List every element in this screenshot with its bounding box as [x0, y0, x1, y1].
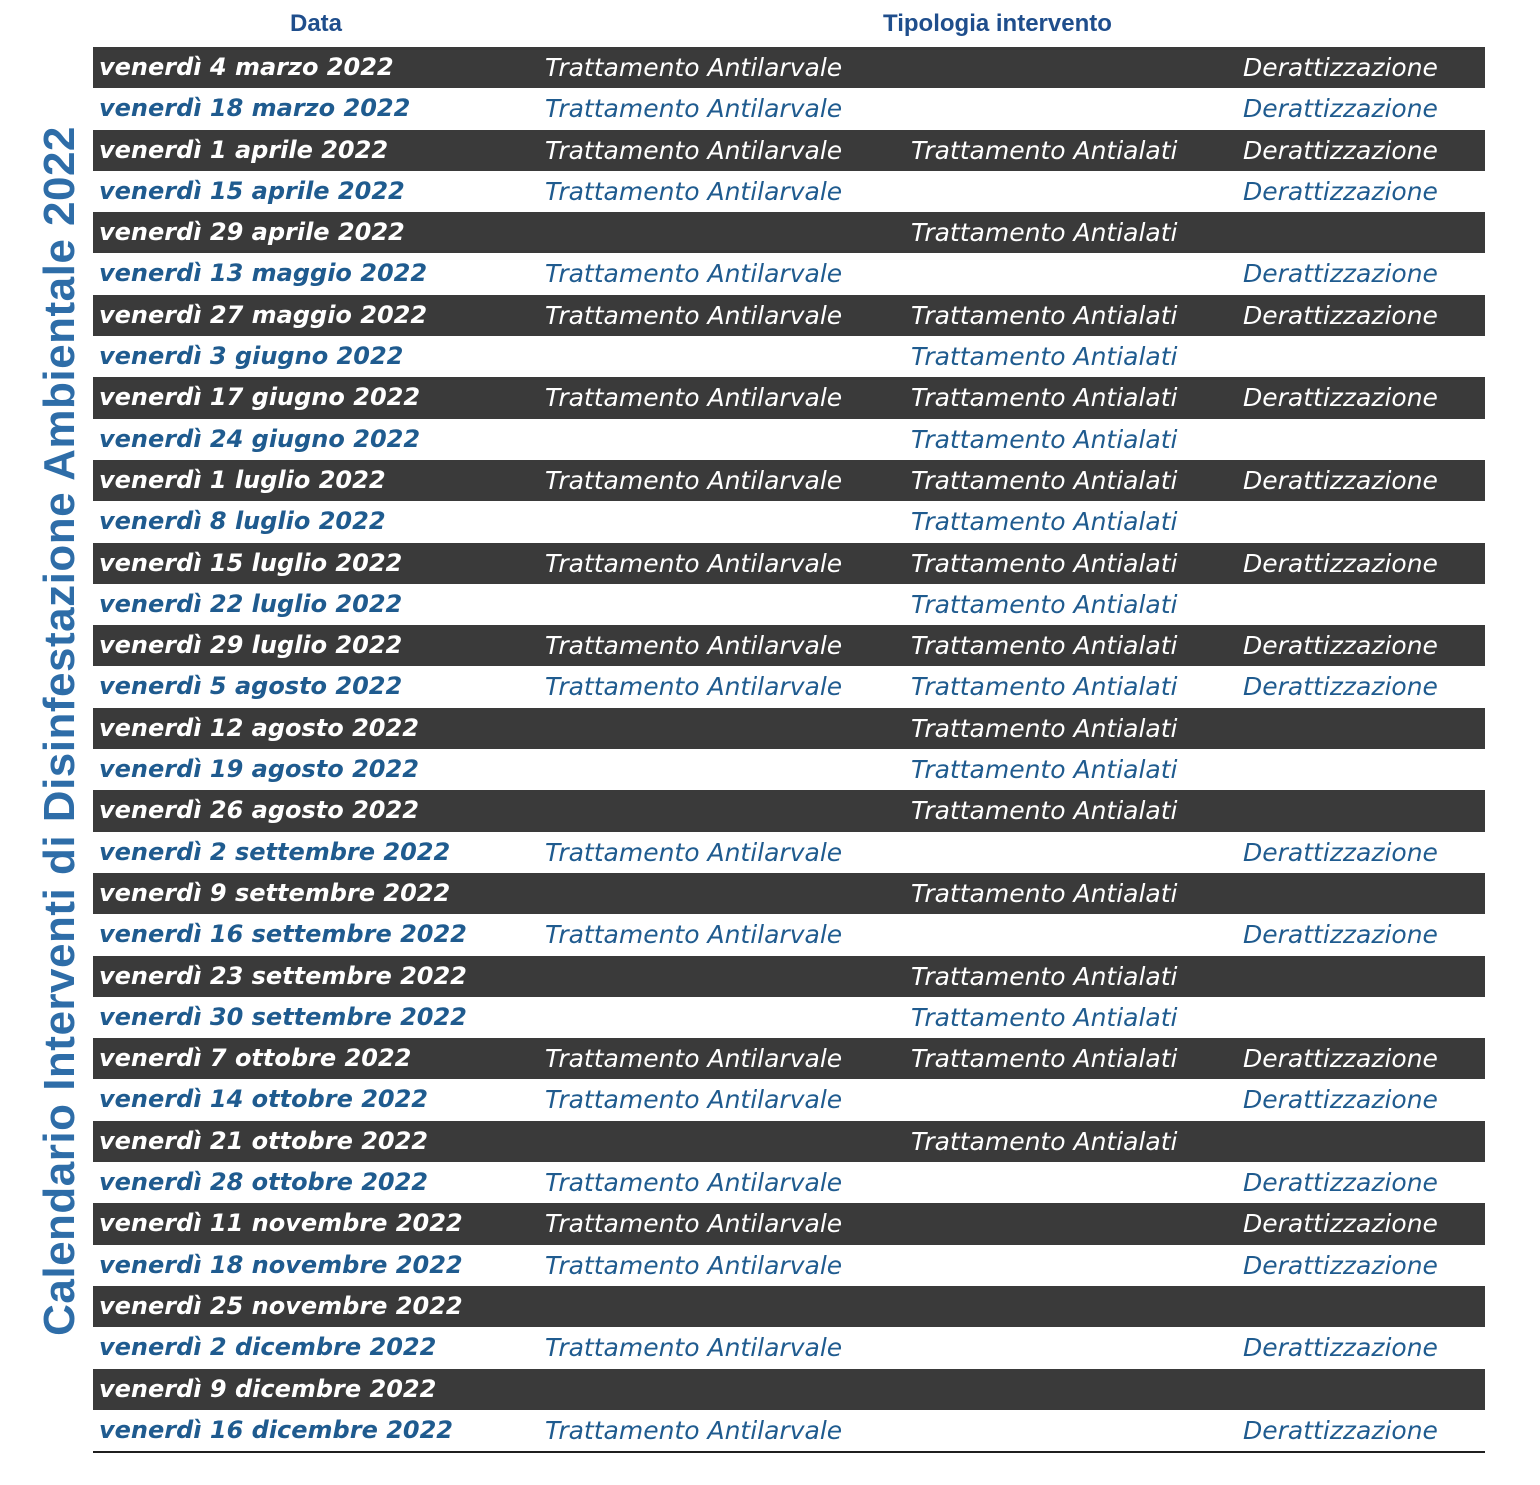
antialati-cell: Trattamento Antialati [911, 465, 1178, 495]
date-cell: venerdì 9 dicembre 2022 [99, 1374, 437, 1403]
table-row [93, 997, 1485, 1038]
antialati-cell: Trattamento Antialati [911, 878, 1178, 908]
table-row [93, 1245, 1485, 1286]
derattizzazione-cell: Derattizzazione [1243, 631, 1438, 661]
table-row [93, 584, 1485, 625]
date-cell: venerdì 16 dicembre 2022 [99, 1415, 453, 1444]
antilarvale-cell: Trattamento Antilarvale [545, 1415, 843, 1445]
table-row [93, 832, 1485, 873]
date-cell: venerdì 15 luglio 2022 [99, 548, 403, 577]
date-cell: venerdì 1 luglio 2022 [99, 465, 386, 494]
antilarvale-cell: Trattamento Antilarvale [545, 1250, 843, 1280]
date-cell: venerdì 2 settembre 2022 [99, 837, 451, 866]
date-cell: venerdì 21 ottobre 2022 [99, 1126, 429, 1155]
date-cell: venerdì 1 aprile 2022 [99, 135, 389, 164]
table-row [93, 1327, 1485, 1368]
date-cell: venerdì 5 agosto 2022 [99, 672, 403, 701]
antilarvale-cell: Trattamento Antilarvale [545, 837, 843, 867]
antialati-cell: Trattamento Antialati [911, 1044, 1178, 1074]
table-row [93, 543, 1485, 584]
table-row [93, 336, 1485, 377]
date-cell: venerdì 18 marzo 2022 [99, 94, 411, 123]
antilarvale-cell: Trattamento Antilarvale [545, 631, 843, 661]
date-cell: venerdì 16 settembre 2022 [99, 920, 467, 949]
date-cell: venerdì 2 dicembre 2022 [99, 1333, 437, 1362]
table-row [93, 212, 1485, 253]
antilarvale-cell: Trattamento Antilarvale [545, 259, 843, 289]
table-row [93, 419, 1485, 460]
table-row [93, 130, 1485, 171]
derattizzazione-cell: Derattizzazione [1243, 1415, 1438, 1445]
date-cell: venerdì 18 novembre 2022 [99, 1250, 463, 1279]
table-row [93, 1369, 1485, 1410]
table-bottom-rule [93, 1451, 1485, 1453]
antialati-cell: Trattamento Antialati [911, 342, 1178, 372]
antialati-cell: Trattamento Antialati [911, 383, 1178, 413]
derattizzazione-cell: Derattizzazione [1243, 383, 1438, 413]
date-cell: venerdì 26 agosto 2022 [99, 796, 419, 825]
table-row [93, 1038, 1485, 1079]
date-cell: venerdì 4 marzo 2022 [99, 53, 394, 81]
antialati-cell: Trattamento Antialati [911, 1126, 1178, 1156]
date-cell: venerdì 30 settembre 2022 [99, 1002, 467, 1031]
antilarvale-cell: Trattamento Antilarvale [545, 135, 843, 165]
date-cell: venerdì 3 giugno 2022 [99, 342, 404, 371]
table-row [93, 873, 1485, 914]
date-cell: venerdì 29 luglio 2022 [99, 631, 403, 660]
schedule-table [93, 47, 1485, 1453]
table-row [93, 377, 1485, 418]
date-cell: venerdì 17 giugno 2022 [99, 383, 421, 412]
derattizzazione-cell: Derattizzazione [1243, 1250, 1438, 1280]
table-row [93, 666, 1485, 707]
antilarvale-cell: Trattamento Antilarvale [545, 548, 843, 578]
page-title: Calendario Interventi di Disinfestazione Ambientale 2022 [35, 126, 84, 1336]
antialati-cell: Trattamento Antialati [911, 218, 1178, 248]
antialati-cell: Trattamento Antialati [911, 631, 1178, 661]
table-row [93, 1410, 1485, 1451]
antialati-cell: Trattamento Antialati [911, 672, 1178, 702]
antialati-cell: Trattamento Antialati [911, 961, 1178, 991]
antialati-cell: Trattamento Antialati [911, 589, 1178, 619]
antialati-cell: Trattamento Antialati [911, 548, 1178, 578]
table-row [93, 1286, 1485, 1327]
antialati-cell: Trattamento Antialati [911, 796, 1178, 826]
derattizzazione-cell: Derattizzazione [1243, 465, 1438, 495]
derattizzazione-cell: Derattizzazione [1243, 1209, 1438, 1239]
antialati-cell: Trattamento Antialati [911, 755, 1178, 785]
date-cell: venerdì 24 giugno 2022 [99, 424, 421, 453]
antilarvale-cell: Trattamento Antilarvale [545, 465, 843, 495]
table-row [93, 749, 1485, 790]
derattizzazione-cell: Derattizzazione [1243, 259, 1438, 289]
table-row [93, 914, 1485, 955]
date-cell: venerdì 9 settembre 2022 [99, 878, 451, 907]
derattizzazione-cell: Derattizzazione [1243, 548, 1438, 578]
antilarvale-cell: Trattamento Antilarvale [545, 176, 843, 206]
table-row [93, 708, 1485, 749]
derattizzazione-cell: Derattizzazione [1243, 53, 1438, 82]
antilarvale-cell: Trattamento Antilarvale [545, 300, 843, 330]
table-row [93, 501, 1485, 542]
date-cell: venerdì 19 agosto 2022 [99, 755, 419, 784]
table-row [93, 47, 1485, 88]
table-row [93, 1121, 1485, 1162]
antilarvale-cell: Trattamento Antilarvale [545, 920, 843, 950]
antialati-cell: Trattamento Antialati [911, 713, 1178, 743]
derattizzazione-cell: Derattizzazione [1243, 135, 1438, 165]
derattizzazione-cell: Derattizzazione [1243, 300, 1438, 330]
date-cell: venerdì 7 ottobre 2022 [99, 1044, 412, 1073]
date-cell: venerdì 11 novembre 2022 [99, 1209, 463, 1238]
date-cell: venerdì 8 luglio 2022 [99, 507, 386, 536]
antilarvale-cell: Trattamento Antilarvale [545, 1085, 843, 1115]
header-intervention-type: Tipologia intervento [883, 10, 1112, 37]
antilarvale-cell: Trattamento Antilarvale [545, 1209, 843, 1239]
derattizzazione-cell: Derattizzazione [1243, 94, 1438, 124]
table-row [93, 790, 1485, 831]
date-cell: venerdì 14 ottobre 2022 [99, 1085, 429, 1114]
date-cell: venerdì 28 ottobre 2022 [99, 1168, 429, 1197]
date-cell: venerdì 25 novembre 2022 [99, 1291, 463, 1320]
derattizzazione-cell: Derattizzazione [1243, 1333, 1438, 1363]
antialati-cell: Trattamento Antialati [911, 1002, 1178, 1032]
table-row [93, 1203, 1485, 1244]
table-row [93, 1079, 1485, 1120]
antialati-cell: Trattamento Antialati [911, 135, 1178, 165]
antialati-cell: Trattamento Antialati [911, 300, 1178, 330]
table-row [93, 625, 1485, 666]
header-date: Data [290, 10, 343, 37]
date-cell: venerdì 27 maggio 2022 [99, 300, 428, 329]
antilarvale-cell: Trattamento Antilarvale [545, 1044, 843, 1074]
date-cell: venerdì 22 luglio 2022 [99, 589, 403, 618]
date-cell: venerdì 23 settembre 2022 [99, 961, 467, 990]
antilarvale-cell: Trattamento Antilarvale [545, 672, 843, 702]
table-row [93, 460, 1485, 501]
antilarvale-cell: Trattamento Antilarvale [545, 53, 843, 82]
date-cell: venerdì 12 agosto 2022 [99, 713, 419, 742]
table-row [93, 253, 1485, 294]
date-cell: venerdì 13 maggio 2022 [99, 259, 428, 288]
derattizzazione-cell: Derattizzazione [1243, 1168, 1438, 1198]
derattizzazione-cell: Derattizzazione [1243, 176, 1438, 206]
derattizzazione-cell: Derattizzazione [1243, 1044, 1438, 1074]
derattizzazione-cell: Derattizzazione [1243, 672, 1438, 702]
table-row [93, 956, 1485, 997]
table-row [93, 171, 1485, 212]
antilarvale-cell: Trattamento Antilarvale [545, 1168, 843, 1198]
antialati-cell: Trattamento Antialati [911, 424, 1178, 454]
date-cell: venerdì 15 aprile 2022 [99, 176, 405, 205]
derattizzazione-cell: Derattizzazione [1243, 837, 1438, 867]
antilarvale-cell: Trattamento Antilarvale [545, 383, 843, 413]
table-row [93, 295, 1485, 336]
derattizzazione-cell: Derattizzazione [1243, 920, 1438, 950]
antialati-cell: Trattamento Antialati [911, 507, 1178, 537]
table-row [93, 88, 1485, 129]
date-cell: venerdì 29 aprile 2022 [99, 218, 405, 247]
table-row [93, 1162, 1485, 1203]
antilarvale-cell: Trattamento Antilarvale [545, 94, 843, 124]
derattizzazione-cell: Derattizzazione [1243, 1085, 1438, 1115]
antilarvale-cell: Trattamento Antilarvale [545, 1333, 843, 1363]
